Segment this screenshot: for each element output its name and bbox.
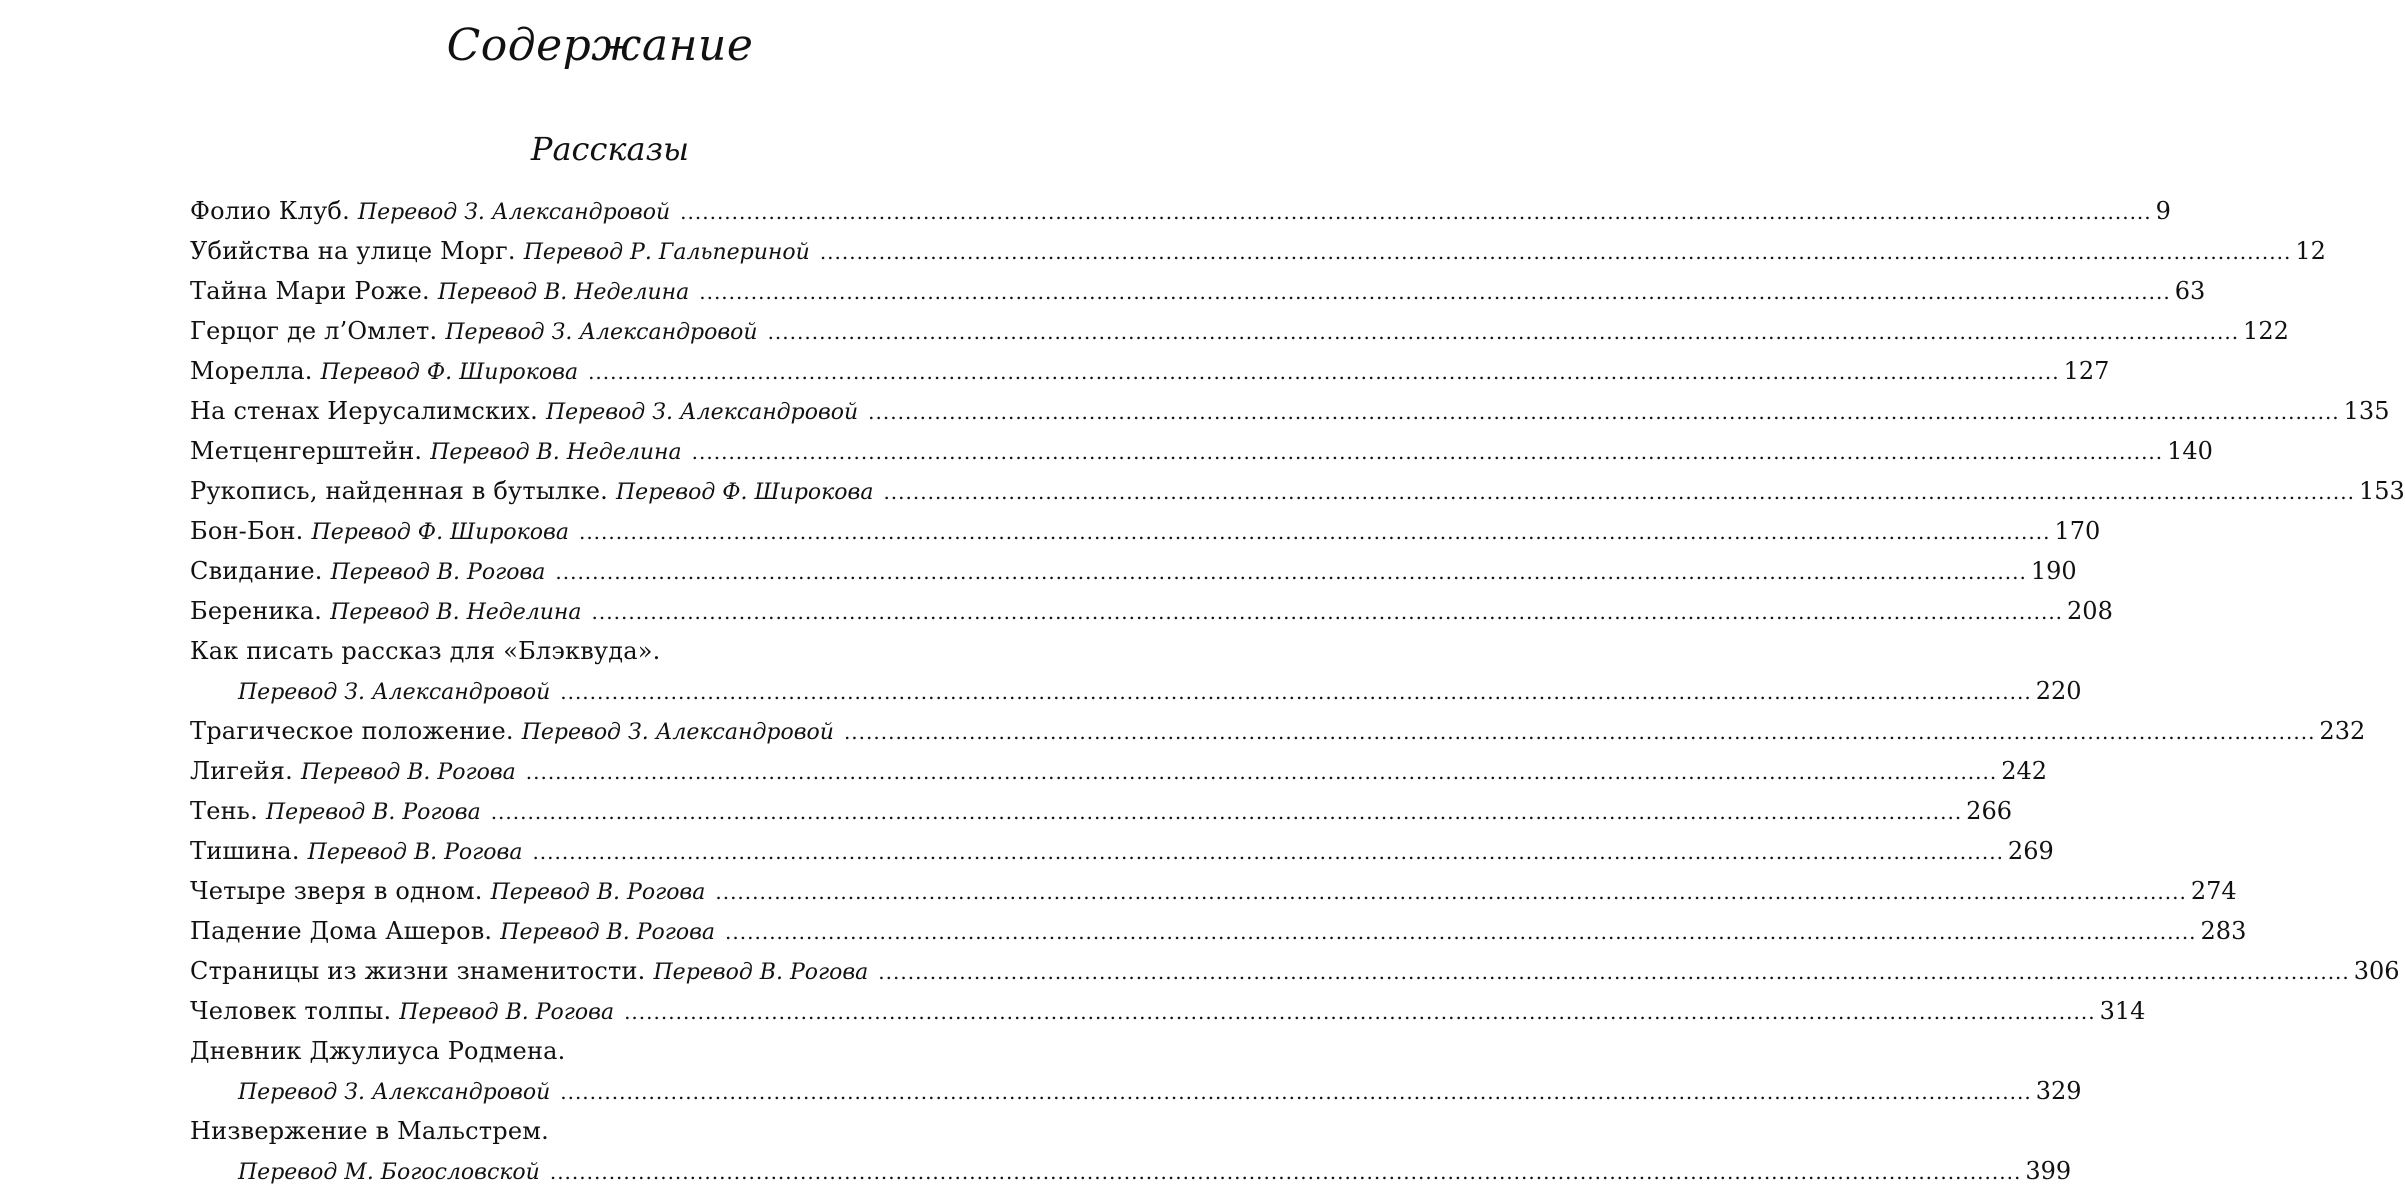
dot-leader: ........................................................................................................................................................................................................ xyxy=(715,880,2187,904)
toc-entry-page: 220 xyxy=(2035,677,2082,705)
toc-entry-title: Герцог де л’Омлет. xyxy=(190,317,438,345)
toc-entry-translator: Перевод М. Богословской xyxy=(238,1160,540,1185)
dot-leader: ........................................................................................................................................................................................................ xyxy=(883,480,2355,504)
toc-entry[interactable] xyxy=(190,431,2213,471)
dot-leader: ........................................................................................................................................................................................................ xyxy=(725,920,2197,944)
toc-entry[interactable] xyxy=(190,751,2048,791)
toc-entry-translator: Перевод Ф. Широкова xyxy=(320,360,579,385)
toc-entry-page: 9 xyxy=(2155,197,2171,225)
dot-leader: ........................................................................................................................................................................................................ xyxy=(560,680,2032,704)
toc-entry-page: 170 xyxy=(2054,517,2101,545)
toc-entry[interactable] xyxy=(190,351,2110,391)
toc-entry-translator: Перевод З. Александровой xyxy=(357,200,671,225)
dot-leader: ........................................................................................................................................................................................................ xyxy=(591,600,2064,624)
toc-entry-translator: Перевод З. Александровой xyxy=(445,320,758,345)
toc-entry[interactable] xyxy=(190,1111,1014,1151)
toc-entry-page: 122 xyxy=(2243,317,2289,345)
toc-entry-translator: Перевод З. Александровой xyxy=(238,680,551,705)
dot-leader: ........................................................................................................................................................................................................ xyxy=(532,840,2004,864)
dot-leader: ........................................................................................................................................................................................................ xyxy=(560,1080,2032,1104)
toc-entry-page: 314 xyxy=(2099,997,2146,1025)
dot-leader: ........................................................................................................................................................................................................ xyxy=(578,520,2051,544)
toc-entry-page: 269 xyxy=(2007,837,2054,865)
toc-entry-translator: Перевод З. Александровой xyxy=(521,720,834,745)
toc-entry-page: 232 xyxy=(2319,717,2366,745)
dot-leader: ........................................................................................................................................................................................................ xyxy=(680,200,2152,224)
toc-entry-title: Лигейя. xyxy=(190,757,293,785)
dot-leader: ........................................................................................................................................................................................................ xyxy=(588,360,2060,384)
toc-entry[interactable] xyxy=(190,391,2390,431)
toc-entry-page: 399 xyxy=(2025,1157,2072,1185)
dot-leader: ........................................................................................................................................................................................................ xyxy=(691,440,2164,464)
toc-entry[interactable] xyxy=(190,231,2326,271)
toc-entry-title: Тишина. xyxy=(190,837,300,865)
toc-entry[interactable] xyxy=(190,191,2171,231)
toc-entry-translator: Перевод З. Александровой xyxy=(545,400,859,425)
toc-entry[interactable] xyxy=(190,471,2405,511)
toc-entry-title: Свидание. xyxy=(190,557,323,585)
toc-entry-page: 190 xyxy=(2030,557,2077,585)
toc-entry[interactable] xyxy=(190,711,2366,751)
toc-entry-translator: Перевод В. Неделина xyxy=(430,440,682,465)
toc-entry-title: Трагическое положение. xyxy=(190,717,514,745)
toc-entry-title: Дневник Джулиуса Родмена. xyxy=(190,1037,566,1065)
toc-entry-title: Метценгерштейн. xyxy=(190,437,423,465)
toc-entry-title: Падение Дома Ашеров. xyxy=(190,917,493,945)
toc-entry-page: 329 xyxy=(2035,1077,2082,1105)
toc-entry-title: Береника. xyxy=(190,597,323,625)
toc-entry-page: 283 xyxy=(2200,917,2247,945)
toc-entry-translator: Перевод В. Рогова xyxy=(490,880,706,905)
dot-leader: ........................................................................................................................................................................................................ xyxy=(555,560,2027,584)
toc-entry-translator: Перевод В. Рогова xyxy=(330,560,546,585)
toc-entry-title: Тень. xyxy=(190,797,258,825)
toc-entry-translator: Перевод Р. Гальпериной xyxy=(523,240,810,265)
dot-leader: ........................................................................................................................................................................................................ xyxy=(490,800,1963,824)
toc-entry[interactable] xyxy=(190,951,2400,991)
page-title: Содержание xyxy=(446,20,754,71)
toc-entry-title: Бон-Бон. xyxy=(190,517,304,545)
dot-leader: ........................................................................................................................................................................................................ xyxy=(868,400,2340,424)
section-title: Рассказы xyxy=(530,130,690,168)
toc-entry-translator: Перевод В. Рогова xyxy=(300,760,516,785)
toc-entry[interactable] xyxy=(190,1031,1014,1071)
toc-entry[interactable] xyxy=(190,791,2012,831)
toc-entry[interactable] xyxy=(190,311,2289,351)
toc-entry-continuation[interactable] xyxy=(190,671,2082,711)
toc-entry-title: Морелла. xyxy=(190,357,313,385)
toc-entry[interactable] xyxy=(190,511,2101,551)
toc-entry[interactable] xyxy=(190,831,2054,871)
toc-entry-title: Четыре зверя в одном. xyxy=(190,877,483,905)
toc-entry-continuation[interactable] xyxy=(190,1151,2072,1191)
toc-entry-translator: Перевод Ф. Широкова xyxy=(311,520,569,545)
toc-entry-title: Человек толпы. xyxy=(190,997,392,1025)
toc-entry-page: 140 xyxy=(2167,437,2213,465)
toc-entry-continuation[interactable] xyxy=(190,1071,2082,1111)
toc-entry-title: Убийства на улице Морг. xyxy=(190,237,516,265)
toc-entry[interactable] xyxy=(190,551,2077,591)
toc-entry-translator: Перевод В. Рогова xyxy=(399,1000,615,1025)
dot-leader: ........................................................................................................................................................................................................ xyxy=(549,1160,2022,1184)
table-of-contents xyxy=(190,191,2405,1191)
toc-entry-translator: Перевод В. Неделина xyxy=(330,600,582,625)
dot-leader: ........................................................................................................................................................................................................ xyxy=(525,760,1998,784)
toc-entry-title: Страницы из жизни знаменитости. xyxy=(190,957,646,985)
toc-entry-translator: Перевод В. Рогова xyxy=(500,920,716,945)
toc-entry-translator: Перевод В. Рогова xyxy=(265,800,481,825)
toc-entry-page: 127 xyxy=(2063,357,2110,385)
toc-entry-title: Как писать рассказ для «Блэквуда». xyxy=(190,637,661,665)
toc-entry-translator: Перевод З. Александровой xyxy=(238,1080,551,1105)
toc-entry-title: Рукопись, найденная в бутылке. xyxy=(190,477,608,505)
toc-entry-page: 135 xyxy=(2343,397,2390,425)
toc-entry-title: Фолио Клуб. xyxy=(190,197,350,225)
toc-entry-title: Низвержение в Мальстрем. xyxy=(190,1117,549,1145)
toc-entry-title: На стенах Иерусалимских. xyxy=(190,397,538,425)
dot-leader: ........................................................................................................................................................................................................ xyxy=(878,960,2350,984)
toc-entry-title: Тайна Мари Роже. xyxy=(190,277,430,305)
toc-entry-page: 12 xyxy=(2295,237,2326,265)
dot-leader: ........................................................................................................................................................................................................ xyxy=(624,1000,2096,1024)
toc-entry[interactable] xyxy=(190,871,2237,911)
toc-entry[interactable] xyxy=(190,271,2206,311)
toc-entry-translator: Перевод В. Рогова xyxy=(653,960,869,985)
dot-leader: ........................................................................................................................................................................................................ xyxy=(699,280,2171,304)
toc-entry[interactable] xyxy=(190,591,2113,631)
dot-leader: ........................................................................................................................................................................................................ xyxy=(819,240,2292,264)
toc-entry[interactable] xyxy=(190,631,1014,671)
toc-entry-page: 63 xyxy=(2174,277,2206,305)
toc-entry-page: 153 xyxy=(2358,477,2405,505)
dot-leader: ........................................................................................................................................................................................................ xyxy=(843,720,2316,744)
toc-entry[interactable] xyxy=(190,991,2146,1031)
dot-leader: ........................................................................................................................................................................................................ xyxy=(767,320,2240,344)
toc-entry-translator: Перевод Ф. Широкова xyxy=(616,480,874,505)
toc-entry-page: 266 xyxy=(1966,797,2012,825)
toc-entry-translator: Перевод В. Рогова xyxy=(307,840,523,865)
toc-entry-page: 306 xyxy=(2353,957,2400,985)
toc-entry-page: 242 xyxy=(2001,757,2048,785)
toc-entry-page: 274 xyxy=(2190,877,2237,905)
toc-entry-translator: Перевод В. Неделина xyxy=(437,280,690,305)
toc-entry-page: 208 xyxy=(2067,597,2113,625)
toc-entry[interactable] xyxy=(190,911,2247,951)
